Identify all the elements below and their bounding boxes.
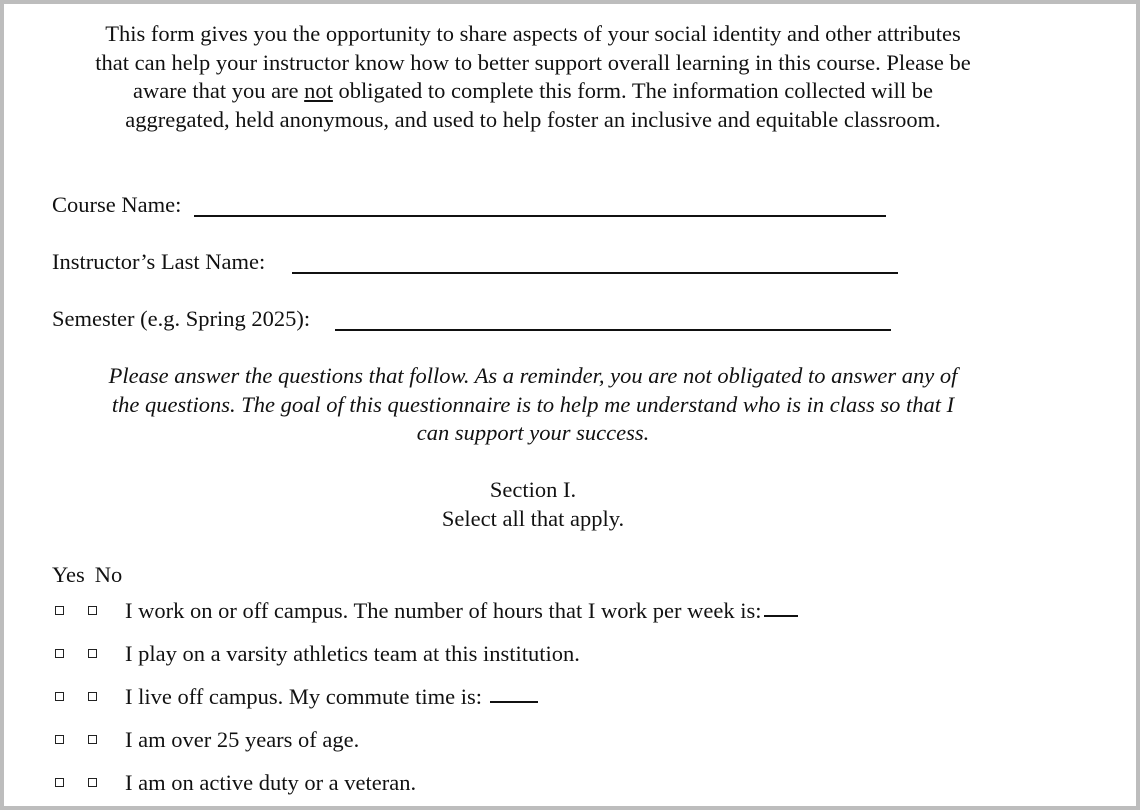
instructor-last-name-field: [52, 248, 265, 276]
instructions-line: can support your success.: [416, 420, 650, 445]
course-name-label: Course Name:: [52, 192, 182, 217]
semester-input-line[interactable]: [335, 329, 891, 331]
intro-emphasis: not: [304, 78, 333, 103]
intro-paragraph: [40, 20, 1026, 134]
question-label: I am over 25 years of age.: [125, 727, 360, 752]
question-text: [125, 597, 798, 625]
question-text: [125, 683, 538, 711]
intro-text: aware that you are: [133, 78, 305, 103]
yes-checkbox[interactable]: [55, 692, 64, 701]
yes-no-header: [52, 561, 122, 589]
no-checkbox[interactable]: [88, 649, 97, 658]
intro-text: obligated to complete this form. The information collected will be: [332, 78, 933, 103]
question-label: I work on or off campus. The number of hours that I work per week is:: [125, 598, 762, 623]
question-label: I play on a varsity athletics team at this institution.: [125, 641, 580, 666]
yes-checkbox[interactable]: [55, 735, 64, 744]
question-label: I am on active duty or a veteran.: [125, 770, 417, 795]
yes-checkbox[interactable]: [55, 606, 64, 615]
intro-line: [40, 77, 1026, 106]
no-checkbox[interactable]: [88, 692, 97, 701]
course-name-field: [52, 191, 181, 219]
section-heading: [40, 476, 1026, 533]
intro-line: that can help your instructor know how to better support overall learning in this course. Please be: [95, 49, 971, 75]
question-text: [125, 769, 416, 797]
instructor-last-name-label: Instructor’s Last Name:: [52, 249, 266, 274]
yes-checkbox[interactable]: [55, 778, 64, 787]
no-checkbox[interactable]: [88, 735, 97, 744]
question-text: [125, 726, 359, 754]
yes-column-label: Yes: [52, 562, 85, 587]
course-name-input-line[interactable]: [194, 215, 886, 217]
hours-per-week-blank[interactable]: [764, 615, 798, 617]
commute-time-blank[interactable]: [490, 701, 538, 703]
instructions-line: the questions. The goal of this questionnaire is to help me understand who is in class so that I: [111, 391, 955, 417]
semester-field: [52, 305, 310, 333]
question-label: I live off campus. My commute time is:: [125, 684, 488, 709]
question-text: [125, 640, 580, 668]
instructions-line: Please answer the questions that follow. As a reminder, you are not obligated to answer any of: [108, 363, 958, 388]
intro-line: This form gives you the opportunity to share aspects of your social identity and other attributes: [105, 21, 961, 46]
instructor-last-name-input-line[interactable]: [292, 272, 898, 274]
semester-label: Semester (e.g. Spring 2025):: [52, 306, 311, 331]
intro-line: aggregated, held anonymous, and used to help foster an inclusive and equitable classroom.: [125, 106, 941, 132]
yes-checkbox[interactable]: [55, 649, 64, 658]
no-column-label: No: [94, 562, 123, 587]
instructions-paragraph: [40, 362, 1026, 448]
no-checkbox[interactable]: [88, 606, 97, 615]
no-checkbox[interactable]: [88, 778, 97, 787]
section-subtitle: Select all that apply.: [441, 505, 625, 531]
section-title: Section I.: [489, 477, 577, 502]
